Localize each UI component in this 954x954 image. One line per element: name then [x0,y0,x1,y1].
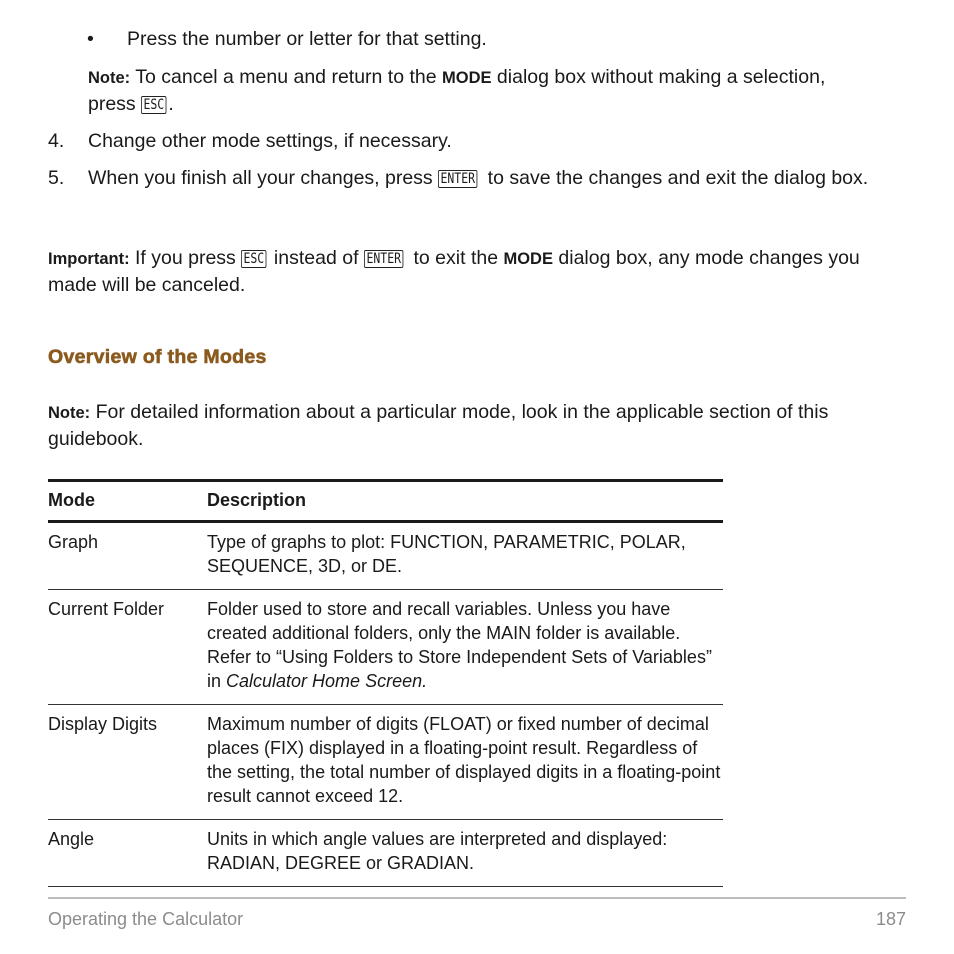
step-text [88,165,888,191]
mode-cell: Current Folder [48,590,207,705]
footer-chapter-title: Operating the Calculator [48,909,244,929]
mode-cell: Angle [48,820,207,887]
description-cell: Maximum number of digits (FLOAT) or fixed number of decimal places (FIX) displayed in a floating-point result. Regardless of the setting, the total number of displayed digits in a floating-point result cannot exceed 12. [207,705,723,820]
bullet-text: Press the number or letter for that setting. [127,28,487,50]
note-text: . [168,93,174,115]
enter-key-icon: ENTER [364,250,403,268]
description-reference: Calculator Home Screen. [226,671,428,691]
footer-divider [48,897,906,899]
note-guidebook [48,399,908,452]
important-text: to exit the [408,247,504,269]
bullet-item [87,26,94,52]
section-heading: Overview of the Modes [48,346,267,368]
table-row [48,522,723,590]
description-text: Folder used to store and recall variables. Unless you have created additional folders, only the MAIN folder is available. Refer to “Using Folders to Store Independent Sets of Variables” in [207,599,712,691]
table-header-row [48,481,723,522]
esc-key-icon: ESC [141,96,167,114]
note-label: Note: [48,404,91,422]
column-header-description: Description [207,481,723,522]
mode-cell: Display Digits [48,705,207,820]
column-header-mode: Mode [48,481,207,522]
note-text: For detailed information about a particular mode, look in the applicable section of this guidebook. [48,401,829,450]
description-cell: Units in which angle values are interpreted and displayed: RADIAN, DEGREE or GRADIAN. [207,820,723,887]
mode-cell: Graph [48,522,207,590]
mode-keyword: MODE [503,250,553,268]
note-text: dialog box without making a selection, press [88,66,826,115]
page-number: 187 [875,909,906,929]
bullet-glyph: • [87,28,94,50]
note-text: To cancel a menu and return to the [130,66,443,88]
table-row [48,820,723,887]
important-text: If you press [129,247,242,269]
enter-key-icon: ENTER [438,170,477,188]
description-cell: Type of graphs to plot: FUNCTION, PARAMETRIC, POLAR, SEQUENCE, 3D, or DE. [207,522,723,590]
table-row [48,705,723,820]
note-cancel-menu [88,64,878,117]
modes-table [48,479,723,887]
step-text: Change other mode settings, if necessary. [88,130,452,152]
important-text: instead of [268,247,364,269]
esc-key-icon: ESC [241,250,267,268]
step-text-part: When you finish all your changes, press [88,167,439,189]
step-text-part: to save the changes and exit the dialog box. [482,167,869,189]
table-row [48,590,723,705]
mode-keyword: MODE [442,69,492,87]
important-text: dialog box, any mode changes you made will be canceled. [48,247,860,296]
step-number: 4. [48,130,65,152]
description-cell [207,590,723,705]
important-note [48,245,908,298]
note-label: Note: [88,69,131,87]
step-number: 5. [48,167,65,189]
important-label: Important: [48,250,130,268]
